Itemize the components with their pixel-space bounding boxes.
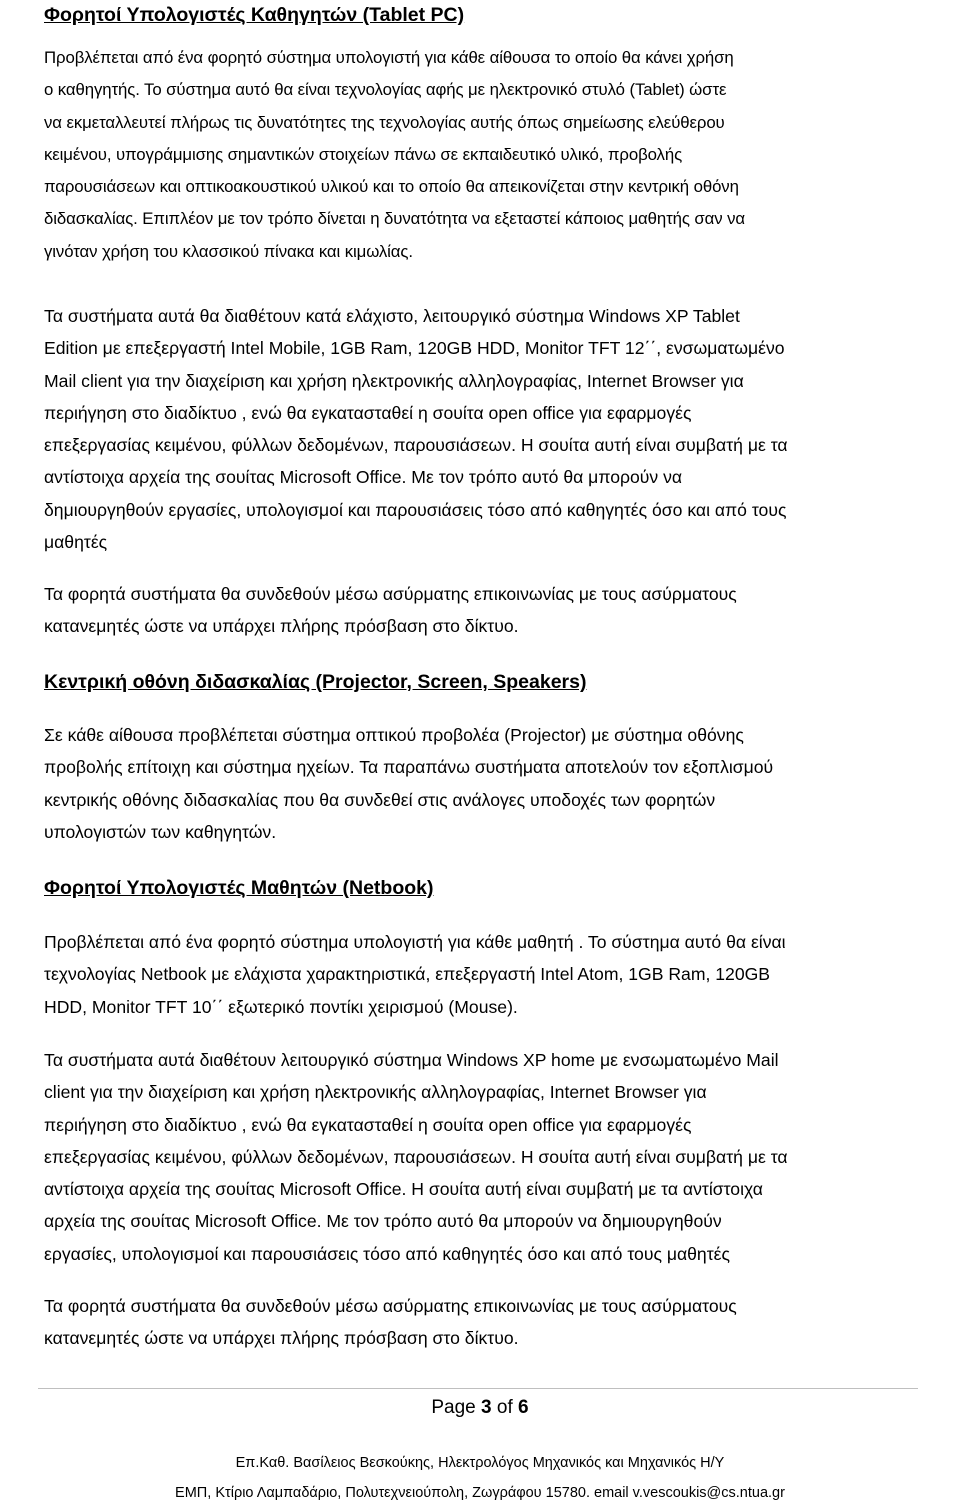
text-line: επεξεργασίας κειμένου, φύλλων δεδομένων, παρουσιάσεων. Η σουίτα αυτή είναι συμβατή με τα (44, 1146, 788, 1167)
footer-author: Επ.Καθ. Βασίλειος Βεσκούκης, Ηλεκτρολόγος Μηχανικός και Μηχανικός Η/Υ (235, 1455, 725, 1471)
section-heading-student-netbooks: Φορητοί Υπολογιστές Μαθητών (Netbook) (44, 877, 434, 899)
text-line: γινόταν χρήση του κλασσικού πίνακα και κιμωλίας. (44, 241, 413, 261)
page-current: 3 (481, 1397, 492, 1418)
text-line: διδασκαλίας. Επιπλέον με τον τρόπο δίνεται η δυνατότητα να εξεταστεί κάποιος μαθητής σαν να (44, 209, 745, 229)
footer-divider (38, 1388, 918, 1389)
text-line: Τα συστήματα αυτά διαθέτουν λειτουργικό σύστημα Windows XP home με ενσωματωμένο Mail (44, 1050, 779, 1070)
text-line: κεντρικής οθόνης διδασκαλίας που θα συνδεθεί στις ανάλογες υποδοχές των φορητών (44, 789, 716, 810)
text-line: επεξεργασίας κειμένου, φύλλων δεδομένων, παρουσιάσεων. Η σουίτα αυτή είναι συμβατή με τα (44, 435, 788, 456)
page-number (0, 1396, 960, 1420)
paragraph-teacher-tablets-wireless (44, 578, 737, 643)
section-heading-central-screen: Κεντρική οθόνη διδασκαλίας (Projector, Screen, Speakers) (44, 671, 587, 693)
text-line: client για την διαχείριση και χρήση ηλεκτρονικής αλληλογραφίας, Internet Browser για (44, 1082, 707, 1103)
paragraph-student-netbooks-wireless (44, 1290, 737, 1355)
paragraph-central-screen (44, 719, 773, 848)
page-of-label: of (496, 1397, 513, 1418)
page-label: Page (431, 1397, 476, 1418)
text-line: Edition με επεξεργαστή Intel Mobile, 1GB Ram, 120GB HDD, Monitor TFT 12΄΄, ενσωματωμένο (44, 338, 785, 359)
text-line: Mail client για την διαχείριση και χρήση ηλεκτρονικής αλληλογραφίας, Internet Browser για (44, 370, 744, 391)
text-line: μαθητές (44, 532, 108, 553)
text-line: Τα φορητά συστήματα θα συνδεθούν μέσω ασύρματης επικοινωνίας με τους ασύρματους (44, 584, 737, 604)
paragraph-teacher-tablets-intro (44, 42, 745, 268)
text-line: Τα συστήματα αυτά θα διαθέτουν κατά ελάχιστο, λειτουργικό σύστημα Windows XP Tablet (44, 306, 740, 326)
text-line: περιήγηση στο διαδίκτυο , ενώ θα εγκατασταθεί η σουίτα open office για εφαρμογές (44, 402, 692, 423)
text-line: εργασίες, υπολογισμοί και παρουσιάσεις τόσο από καθηγητές όσο και από τους μαθητές (44, 1243, 730, 1264)
page-total: 6 (518, 1397, 529, 1418)
text-line: δημιουργηθούν εργασίες, υπολογισμοί και παρουσιάσεις τόσο από καθηγητές όσο και από τους (44, 499, 787, 520)
paragraph-student-netbooks-intro (44, 926, 786, 1023)
footer-address: ΕΜΠ, Κτίριο Λαμπαδάριο, Πολυτεχνειούπολη, Ζωγράφου 15780. email v.vescoukis@cs.ntua.gr (175, 1485, 785, 1501)
text-line: Σε κάθε αίθουσα προβλέπεται σύστημα οπτικού προβολέα (Projector) με σύστημα οθόνης (44, 725, 744, 745)
text-line: αρχεία της σουίτας Microsoft Office. Με τον τρόπο αυτό θα μπορούν να δημιουργηθούν (44, 1211, 722, 1232)
text-line: HDD, Monitor TFT 10΄΄ εξωτερικό ποντίκι χειρισμού (Mouse). (44, 996, 518, 1017)
paragraph-student-netbooks-specs (44, 1044, 788, 1270)
text-line: Τα φορητά συστήματα θα συνδεθούν μέσω ασύρματης επικοινωνίας με τους ασύρματους (44, 1296, 737, 1316)
text-line: προβολής επίτοιχη και σύστημα ηχείων. Τα παραπάνω συστήματα αποτελούν τον εξοπλισμού (44, 757, 774, 778)
text-line: παρουσιάσεων και οπτικοακουστικού υλικού και το οποίο θα απεικονίζεται στην κεντρική οθόνη (44, 177, 739, 197)
text-line: Προβλέπεται από ένα φορητό σύστημα υπολογιστή για κάθε αίθουσα το οποίο θα κάνει χρήση (44, 48, 734, 67)
text-line: Προβλέπεται από ένα φορητό σύστημα υπολογιστή για κάθε μαθητή . Το σύστημα αυτό θα είναι (44, 932, 786, 952)
paragraph-teacher-tablets-specs (44, 300, 788, 558)
text-line: τεχνολογίας Netbook με ελάχιστα χαρακτηριστικά, επεξεργαστή Intel Atom, 1GB Ram, 120GB (44, 964, 771, 985)
text-line: υπολογιστών των καθηγητών. (44, 821, 277, 842)
text-line: περιήγηση στο διαδίκτυο , ενώ θα εγκατασταθεί η σουίτα open office για εφαρμογές (44, 1114, 692, 1135)
text-line: κατανεμητές ώστε να υπάρχει πλήρης πρόσβαση στο δίκτυο. (44, 1328, 519, 1349)
text-line: ο καθηγητής. Το σύστημα αυτό θα είναι τεχνολογίας αφής με ηλεκτρονικό στυλό (Tablet) ώστε (44, 80, 727, 100)
text-line: αντίστοιχα αρχεία της σουίτας Microsoft Office. Η σουίτα αυτή είναι συμβατή με τα αντίστοιχα (44, 1179, 763, 1200)
text-line: να εκμεταλλευτεί πλήρως τις δυνατότητες της τεχνολογίας αυτής όπως σημείωσης ελεύθερου (44, 112, 725, 132)
text-line: αντίστοιχα αρχεία της σουίτας Microsoft Office. Με τον τρόπο αυτό θα μπορούν να (44, 467, 683, 488)
text-line: κειμένου, υπογράμμισης σημαντικών στοιχείων πάνω σε εκπαιδευτικό υλικό, προβολής (44, 144, 683, 164)
text-line: κατανεμητές ώστε να υπάρχει πλήρης πρόσβαση στο δίκτυο. (44, 616, 519, 637)
section-heading-teacher-tablets: Φορητοί Υπολογιστές Καθηγητών (Tablet PC) (44, 4, 465, 26)
